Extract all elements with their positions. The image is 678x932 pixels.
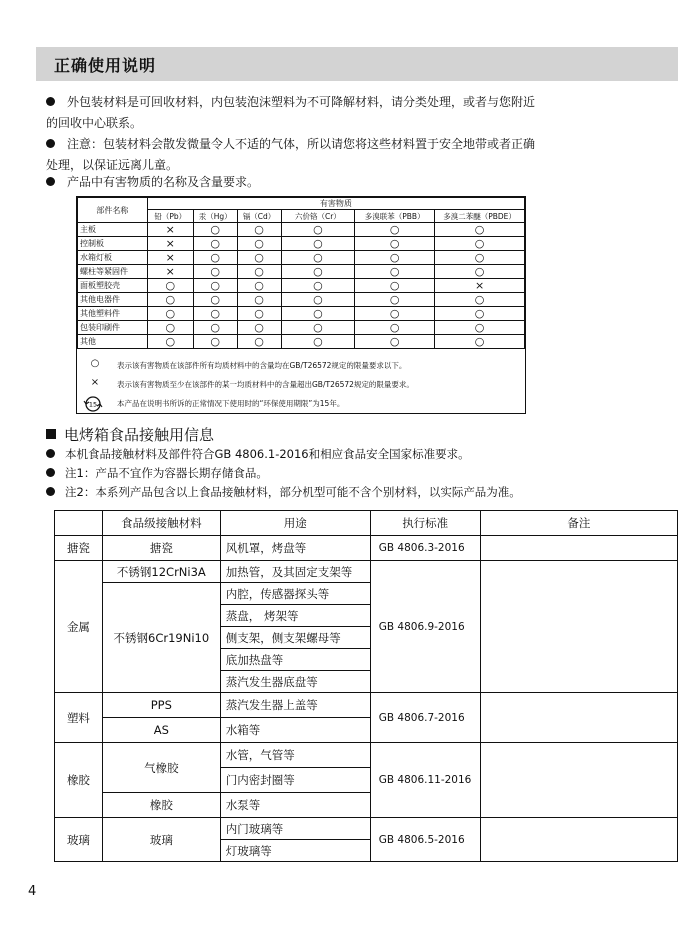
part-name: 水箱灯板 <box>78 251 148 265</box>
circle-mark: ○ <box>193 237 237 251</box>
circle-icon: ○ <box>90 358 100 369</box>
page-title: 正确使用说明 <box>54 56 157 75</box>
circle-mark: ○ <box>193 265 237 279</box>
bullet-icon <box>46 468 55 477</box>
hazardous-substance-table <box>76 196 526 414</box>
svg-text:15: 15 <box>88 400 98 409</box>
circle-mark: ○ <box>237 307 281 321</box>
circle-mark: ○ <box>435 335 525 349</box>
circle-mark: ○ <box>147 335 193 349</box>
standard-rubber: GB 4806.11-2016 <box>370 743 480 818</box>
substances-header: 有害物质 <box>147 198 524 210</box>
circle-mark: ○ <box>355 223 435 237</box>
use-metal-2d: 底加热盘等 <box>220 649 370 671</box>
circle-mark: ○ <box>435 237 525 251</box>
circle-mark: ○ <box>193 279 237 293</box>
header-use: 用途 <box>220 511 370 536</box>
circle-mark: ○ <box>281 251 355 265</box>
note-compliance: 本机食品接触材料及部件符合GB 4806.1-2016和相应食品安全国家标准要求。 <box>46 445 470 464</box>
circle-mark: ○ <box>147 293 193 307</box>
circle-mark: ○ <box>355 321 435 335</box>
material-plastic-2: AS <box>102 718 220 743</box>
substance-column-5: 多溴二苯醚（PBDE） <box>435 210 525 223</box>
circle-mark: ○ <box>237 251 281 265</box>
circle-mark: ○ <box>147 321 193 335</box>
bullet-icon <box>46 177 55 186</box>
category-rubber: 橡胶 <box>55 743 103 818</box>
circle-mark: ○ <box>355 279 435 293</box>
header-remark: 备注 <box>480 511 677 536</box>
use-rubber-1a: 水管，气管等 <box>220 743 370 768</box>
material-enamel: 搪瓷 <box>102 536 220 561</box>
category-enamel: 搪瓷 <box>55 536 103 561</box>
bullet-icon <box>46 487 55 496</box>
use-glass-1: 内门玻璃等 <box>220 818 370 840</box>
circle-mark: ○ <box>355 251 435 265</box>
use-metal-2e: 蒸汽发生器底盘等 <box>220 671 370 693</box>
cross-icon: × <box>90 377 100 388</box>
table-row <box>78 237 525 251</box>
circle-mark: ○ <box>237 321 281 335</box>
cross-mark: × <box>147 265 193 279</box>
circle-mark: ○ <box>355 293 435 307</box>
bullet-icon <box>46 139 55 148</box>
circle-mark: ○ <box>281 321 355 335</box>
substance-column-1: 汞（Hg） <box>193 210 237 223</box>
material-plastic-1: PPS <box>102 693 220 718</box>
circle-mark: ○ <box>193 335 237 349</box>
table-row <box>78 293 525 307</box>
food-contact-table <box>54 510 678 862</box>
use-plastic-1: 蒸汽发生器上盖等 <box>220 693 370 718</box>
circle-mark: ○ <box>237 237 281 251</box>
circle-mark: ○ <box>435 223 525 237</box>
remark-cell <box>480 693 677 743</box>
material-glass: 玻璃 <box>102 818 220 862</box>
substance-column-2: 镉（Cd） <box>237 210 281 223</box>
part-name: 控制板 <box>78 237 148 251</box>
header-material: 食品级接触材料 <box>102 511 220 536</box>
part-name: 其他塑料件 <box>78 307 148 321</box>
cross-mark: × <box>147 251 193 265</box>
remark-cell <box>480 536 677 561</box>
use-enamel: 风机罩，烤盘等 <box>220 536 370 561</box>
substance-column-0: 铅（Pb） <box>147 210 193 223</box>
substance-column-4: 多溴联苯（PBB） <box>355 210 435 223</box>
legend-circle: ○ 表示该有害物质在该部件所有均质材料中的含量均在GB/T26572规定的限量要求以下。 <box>77 358 525 372</box>
circle-mark: ○ <box>237 279 281 293</box>
cross-mark: × <box>147 237 193 251</box>
note-1: 注1：产品不宜作为容器长期存储食品。 <box>46 464 268 483</box>
part-name: 螺柱等紧固件 <box>78 265 148 279</box>
circle-mark: ○ <box>281 265 355 279</box>
circle-mark: ○ <box>193 293 237 307</box>
use-metal-1: 加热管，及其固定支架等 <box>220 561 370 583</box>
standard-glass: GB 4806.5-2016 <box>370 818 480 862</box>
use-plastic-2: 水箱等 <box>220 718 370 743</box>
paragraph-hazard-intro: 产品中有害物质的名称及含量要求。 <box>46 172 546 193</box>
circle-mark: ○ <box>237 293 281 307</box>
cross-mark: × <box>147 223 193 237</box>
paragraph-caution: 注意：包装材料会散发微量令人不适的气体，所以请您将这些材料置于安全地带或者正确处理，以保证远离儿童。 <box>46 137 536 172</box>
environmental-use-period-icon <box>83 394 103 414</box>
material-metal-1: 不锈钢12CrNi3A <box>102 561 220 583</box>
category-glass: 玻璃 <box>55 818 103 862</box>
circle-mark: ○ <box>237 265 281 279</box>
circle-mark: ○ <box>355 237 435 251</box>
material-rubber-1: 气橡胶 <box>102 743 220 793</box>
material-metal-2: 不锈钢6Cr19Ni10 <box>102 583 220 693</box>
circle-mark: ○ <box>435 293 525 307</box>
note-2: 注2：本系列产品包含以上食品接触材料，部分机型可能不含个别材料，以实际产品为准。 <box>46 483 521 502</box>
remark-cell <box>480 743 677 818</box>
table-row <box>78 251 525 265</box>
table-row <box>78 223 525 237</box>
use-rubber-2: 水泵等 <box>220 793 370 818</box>
circle-mark: ○ <box>281 237 355 251</box>
circle-mark: ○ <box>355 265 435 279</box>
part-name: 其他 <box>78 335 148 349</box>
hazardous-substance-grid <box>77 197 525 349</box>
circle-mark: ○ <box>355 307 435 321</box>
section-title: 电烤箱食品接触用信息 <box>46 424 214 445</box>
circle-mark: ○ <box>237 223 281 237</box>
circle-mark: ○ <box>281 223 355 237</box>
circle-mark: ○ <box>193 321 237 335</box>
circle-mark: ○ <box>435 321 525 335</box>
paragraph-packaging: 外包装材料是可回收材料，内包装泡沫塑料为不可降解材料，请分类处理，或者与您附近的回收中心联系。 <box>46 95 536 130</box>
table-row <box>78 321 525 335</box>
circle-mark: ○ <box>147 279 193 293</box>
circle-mark: ○ <box>193 251 237 265</box>
legend-cross: × 表示该有害物质至少在该部件的某一均质材料中的含量超出GB/T26572规定的限量要求。 <box>77 377 525 391</box>
standard-plastic: GB 4806.7-2016 <box>370 693 480 743</box>
part-name: 包装印刷件 <box>78 321 148 335</box>
circle-mark: ○ <box>435 265 525 279</box>
use-rubber-1b: 门内密封圈等 <box>220 768 370 793</box>
table-row <box>78 307 525 321</box>
substance-column-3: 六价铬（Cr） <box>281 210 355 223</box>
category-metal: 金属 <box>55 561 103 693</box>
circle-mark: ○ <box>281 307 355 321</box>
square-bullet-icon <box>46 429 56 439</box>
circle-mark: ○ <box>435 251 525 265</box>
remark-cell <box>480 818 677 862</box>
header-standard: 执行标准 <box>370 511 480 536</box>
use-metal-2a: 内腔，传感器探头等 <box>220 583 370 605</box>
use-glass-2: 灯玻璃等 <box>220 840 370 862</box>
remark-cell <box>480 561 677 693</box>
circle-mark: ○ <box>355 335 435 349</box>
cross-mark: × <box>435 279 525 293</box>
circle-mark: ○ <box>147 307 193 321</box>
table-row <box>78 265 525 279</box>
circle-mark: ○ <box>281 279 355 293</box>
standard-metal: GB 4806.9-2016 <box>370 561 480 693</box>
circle-mark: ○ <box>281 293 355 307</box>
part-name-header: 部件名称 <box>78 198 148 223</box>
section-banner <box>36 47 678 81</box>
header-category <box>55 511 103 536</box>
part-name: 主板 <box>78 223 148 237</box>
circle-mark: ○ <box>193 307 237 321</box>
standard-enamel: GB 4806.3-2016 <box>370 536 480 561</box>
bullet-icon <box>46 449 55 458</box>
circle-mark: ○ <box>193 223 237 237</box>
part-name: 其他电器件 <box>78 293 148 307</box>
page-number: 4 <box>28 884 37 899</box>
table-row <box>78 335 525 349</box>
legend-eco-period: 15 本产品在说明书所诉的正常情况下使用时的“环保使用期限”为15年。 <box>77 396 525 410</box>
table-row <box>78 279 525 293</box>
material-rubber-2: 橡胶 <box>102 793 220 818</box>
use-metal-2c: 侧支架，侧支架螺母等 <box>220 627 370 649</box>
part-name: 面板塑胶壳 <box>78 279 148 293</box>
circle-mark: ○ <box>435 307 525 321</box>
use-metal-2b: 蒸盘， 烤架等 <box>220 605 370 627</box>
category-plastic: 塑料 <box>55 693 103 743</box>
circle-mark: ○ <box>281 335 355 349</box>
circle-mark: ○ <box>237 335 281 349</box>
bullet-icon <box>46 97 55 106</box>
